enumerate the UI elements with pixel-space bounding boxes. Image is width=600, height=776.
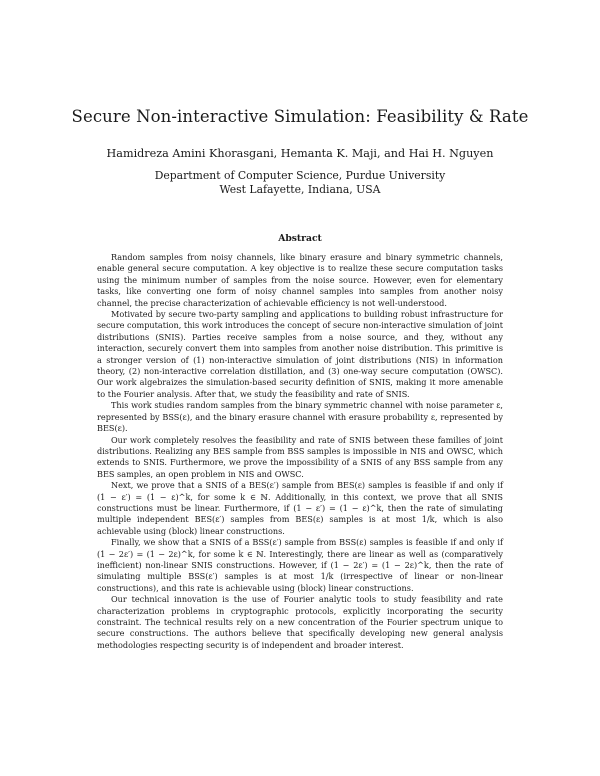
- abstract-paragraph-7: Our technical innovation is the use of Fourier analytic tools to study feasibility and rate characterization problems in cryptographic protocols, explicitly incorporating the security constraint. The technical results rely on a new concentration of the Fourier spectrum unique to secure constructions. The authors believe that specifically developing new general analysis methodologies respecting security is of independent and broader interest.: [97, 594, 503, 650]
- affiliation-location: West Lafayette, Indiana, USA: [219, 183, 381, 196]
- author-list: Hamidreza Amini Khorasgani, Hemanta K. Maji, and Hai H. Nguyen: [106, 147, 494, 160]
- abstract-paragraph-1: Random samples from noisy channels, like binary erasure and binary symmetric channels, enable general secure computation. A key objective is to realize these secure computation tasks using the minimum number of samples from the noise source. However, even for elementary tasks, like converting one form of noisy channel samples into samples from another noisy channel, the precise characterization of achievable efficiency is not well-understood.: [97, 252, 503, 308]
- abstract-body: [97, 252, 503, 651]
- affiliation-department: Department of Computer Science, Purdue University: [154, 169, 446, 182]
- abstract-paragraph-5: Next, we prove that a SNIS of a BES(ε′) sample from BES(ε) samples is feasible if and only if (1 − ε′) = (1 − ε)^k, for some k ∈ ℕ. Additionally, in this context, we prove that all SNIS constructions must be linear. Furthermore, if (1 − ε′) = (1 − ε)^k, then the rate of simulating multiple independent BES(ε′) samples from BES(ε) samples is at most 1/k, which is also achievable using (block) linear constructions.: [97, 480, 503, 536]
- paper-title: Secure Non-interactive Simulation: Feasibility & Rate: [71, 107, 529, 126]
- abstract-heading: Abstract: [278, 233, 322, 244]
- abstract-paragraph-6: Finally, we show that a SNIS of a BSS(ε′) sample from BSS(ε) samples is feasible if and only if (1 − 2ε′) = (1 − 2ε)^k, for some k ∈ ℕ. Interestingly, there are linear as well as (comparatively inefficient) non-linear SNIS constructions. However, if (1 − 2ε′) = (1 − 2ε)^k, then the rate of simulating multiple BSS(ε′) samples is at most 1/k (irrespective of linear or non-linear constructions), and this rate is achievable using (block) linear constructions.: [97, 537, 503, 593]
- abstract-paragraph-4: Our work completely resolves the feasibility and rate of SNIS between these families of joint distributions. Realizing any BES sample from BSS samples is impossible in NIS and OWSC, which extends to SNIS. Furthermore, we prove the impossibility of a SNIS of any BSS sample from any BES samples, an open problem in NIS and OWSC.: [97, 434, 503, 479]
- abstract-paragraph-2: Motivated by secure two-party sampling and applications to building robust infrastructure for secure computation, this work introduces the concept of secure non-interactive simulation of joint distributions (SNIS). Parties receive samples from a noise source, and they, without any interaction, securely convert them into samples from another noise distribution. This primitive is a stronger version of (1) non-interactive simulation of joint distributions (NIS) in information theory, (2) non-interactive correlation distillation, and (3) one-way secure computation (OWSC). Our work algebraizes the simulation-based security definition of SNIS, making it more amenable to the Fourier analysis. After that, we study the feasibility and rate of SNIS.: [97, 309, 503, 399]
- abstract-paragraph-3: This work studies random samples from the binary symmetric channel with noise parameter ε, represented by BSS(ε), and the binary erasure channel with erasure probability ε, represented by BES(ε).: [97, 400, 503, 434]
- affiliation: [0, 169, 600, 197]
